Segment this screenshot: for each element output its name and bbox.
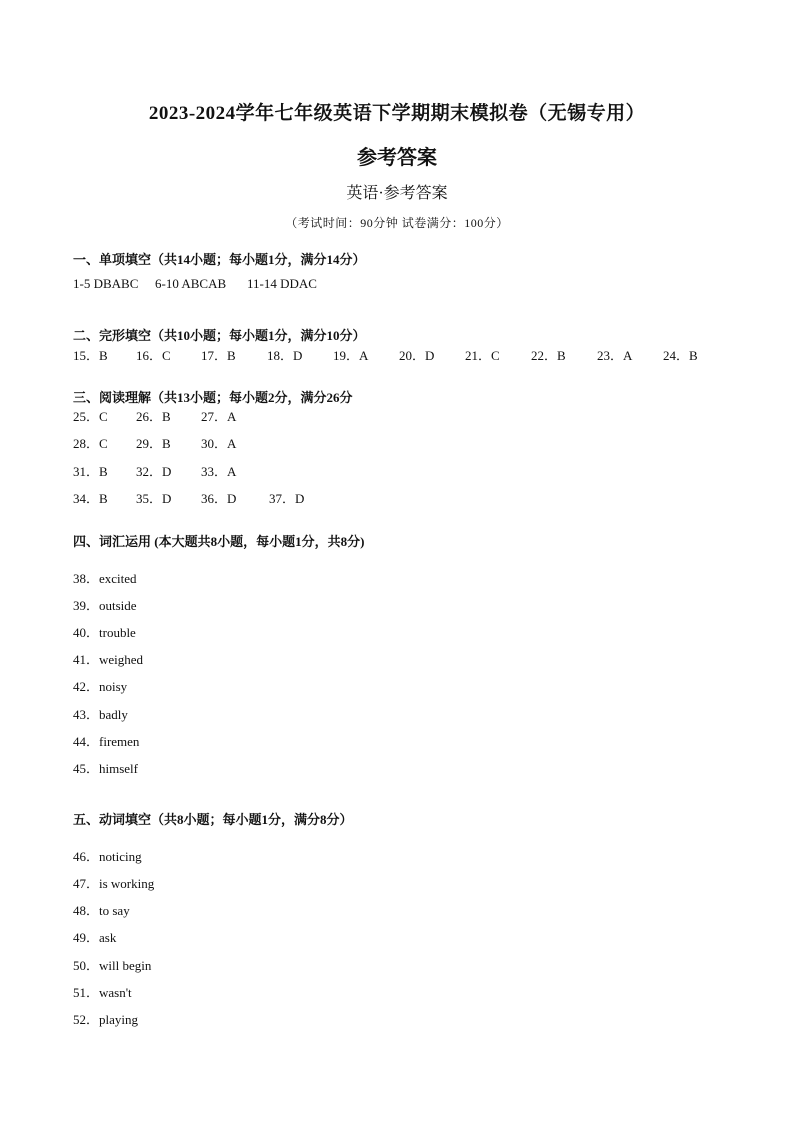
answer-item: 18．D <box>267 348 303 363</box>
section-heading-5: 五、动词填空（共8小题；每小题1分，满分8分） <box>73 812 353 827</box>
answer-item: 24．B <box>663 348 698 363</box>
answer-item: 49．ask <box>73 930 117 945</box>
answer-item: 25．C <box>73 409 108 424</box>
document-subtitle: 参考答案 <box>357 147 437 169</box>
document-title: 2023-2024学年七年级英语下学期期末模拟卷（无锡专用） <box>148 103 646 124</box>
section-heading-1: 一、单项填空（共14小题；每小题1分，满分14分） <box>73 252 366 267</box>
answer-item: 46．noticing <box>73 849 142 864</box>
answer-item: 15．B <box>73 348 108 363</box>
answer-item: 30．A <box>201 436 237 451</box>
answer-item: 6-10 ABCAB <box>155 276 227 291</box>
answer-item: 48．to say <box>73 903 130 918</box>
answer-item: 23．A <box>597 348 633 363</box>
answer-item: 21．C <box>465 348 500 363</box>
answer-item: 50．will begin <box>73 958 152 973</box>
answer-item: 33．A <box>201 464 237 479</box>
answer-item: 47．is working <box>73 876 155 891</box>
section-heading-2: 二、完形填空（共10小题；每小题1分，满分10分） <box>73 328 366 343</box>
answer-item: 34．B <box>73 491 108 506</box>
answer-item: 43．badly <box>73 707 128 722</box>
exam-info: （考试时间：90分钟 试卷满分：100分） <box>285 216 509 230</box>
answer-item: 45．himself <box>73 761 138 776</box>
answer-item: 26．B <box>136 409 171 424</box>
answer-item: 27．A <box>201 409 237 424</box>
answer-item: 20．D <box>399 348 435 363</box>
answer-item: 31．B <box>73 464 108 479</box>
subject-label: 英语·参考答案 <box>346 185 448 202</box>
section-heading-3: 三、阅读理解（共13小题；每小题2分，满分26分 <box>73 390 353 405</box>
answer-item: 51．wasn't <box>73 985 132 1000</box>
answer-item: 36．D <box>201 491 237 506</box>
answer-item: 22．B <box>531 348 566 363</box>
answer-item: 1-5 DBABC <box>73 276 139 291</box>
answer-item: 41．weighed <box>73 652 144 667</box>
answer-item: 35．D <box>136 491 172 506</box>
answer-item: 37．D <box>269 491 305 506</box>
answer-item: 28．C <box>73 436 108 451</box>
answer-item: 32．D <box>136 464 172 479</box>
answer-item: 44．firemen <box>73 734 140 749</box>
section-heading-4: 四、词汇运用 (本大题共8小题，每小题1分，共8分) <box>73 534 365 549</box>
answer-item: 16．C <box>136 348 171 363</box>
answer-item: 11-14 DDAC <box>247 276 317 291</box>
answer-item: 40．trouble <box>73 625 136 640</box>
answer-item: 39．outside <box>73 598 137 613</box>
answer-item: 29．B <box>136 436 171 451</box>
answer-item: 19．A <box>333 348 369 363</box>
answer-item: 52．playing <box>73 1012 138 1027</box>
answer-item: 17．B <box>201 348 236 363</box>
answer-item: 42．noisy <box>73 679 128 694</box>
answer-item: 38．excited <box>73 571 137 586</box>
